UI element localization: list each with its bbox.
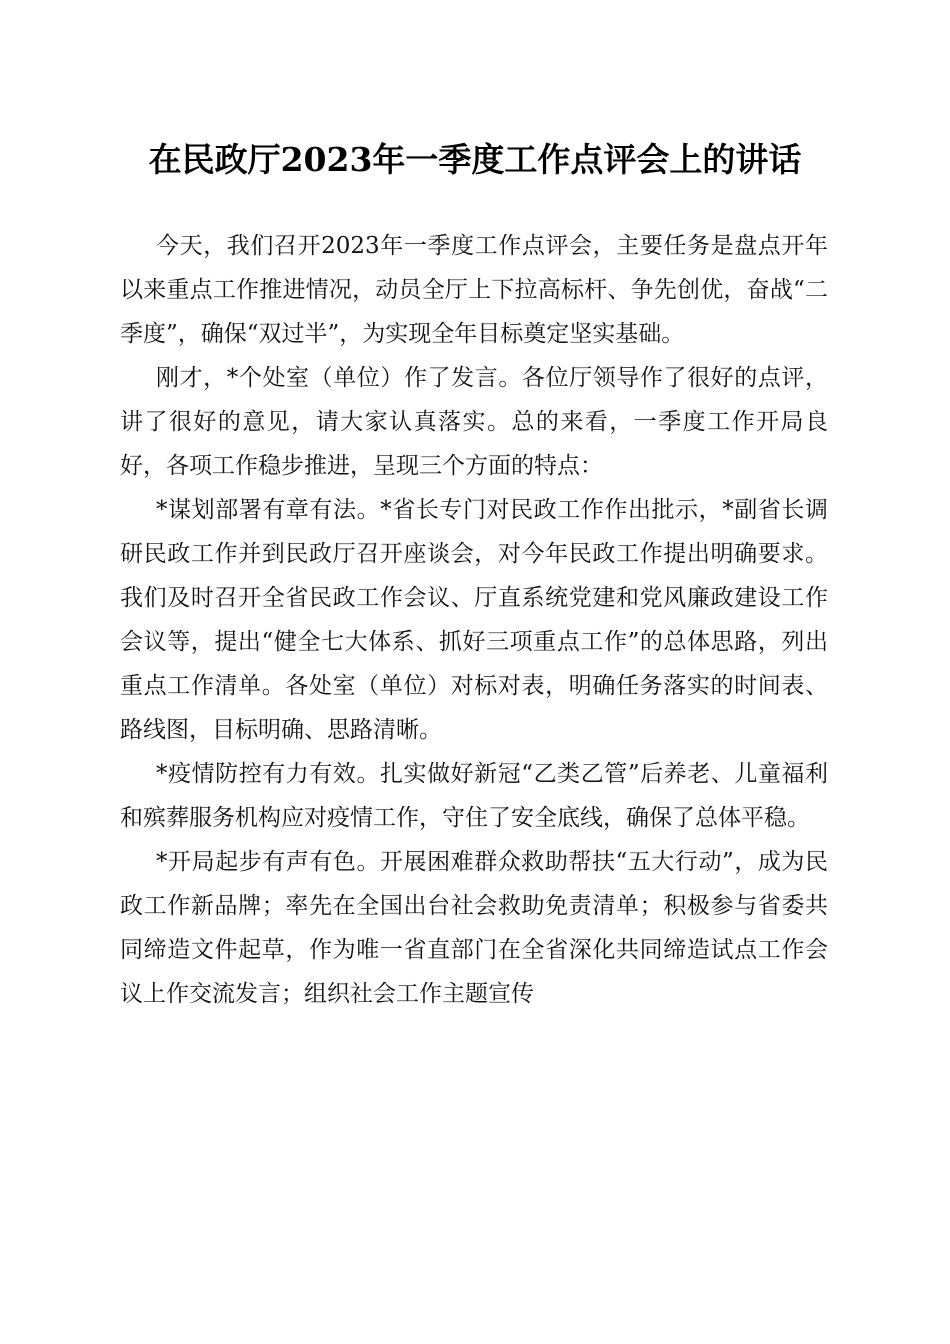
paragraph-intro: 今天，我们召开2023年一季度工作点评会，主要任务是盘点开年以来重点工作推进情况，动员全厅上下拉高标杆、争先创优，奋战“二季度”，确保“双过半”，为实现全年目标奠定坚实基础。 (120, 233, 828, 347)
document-body (120, 224, 828, 1016)
document-title: 在民政厅2023年一季度工作点评会上的讲话 (148, 140, 802, 179)
paragraph-start: *开局起步有声有色。开展困难群众救助帮扶“五大行动”，成为民政工作新品牌；率先在全国出台社会救助免责清单；积极参与省委共同缔造文件起草，作为唯一省直部门在全省深化共同缔造试点工作会议上作交流发言；组织社会工作主题宣传 (120, 849, 828, 1007)
paragraph-summary: 刚才，*个处室（单位）作了发言。各位厅领导作了很好的点评，讲了很好的意见，请大家认真落实。总的来看，一季度工作开局良好，各项工作稳步推进，呈现三个方面的特点： (120, 365, 828, 479)
paragraph-planning: *谋划部署有章有法。*省长专门对民政工作作出批示，*副省长调研民政工作并到民政厅召开座谈会，对今年民政工作提出明确要求。我们及时召开全省民政工作会议、厅直系统党建和党风廉政建设工作会议等，提出“健全七大体系、抓好三项重点工作”的总体思路，列出重点工作清单。各处室（单位）对标对表，明确任务落实的时间表、路线图，目标明确、思路清晰。 (120, 497, 828, 743)
paragraph-epidemic: *疫情防控有力有效。扎实做好新冠“乙类乙管”后养老、儿童福利和殡葬服务机构应对疫情工作，守住了安全底线，确保了总体平稳。 (120, 761, 828, 831)
